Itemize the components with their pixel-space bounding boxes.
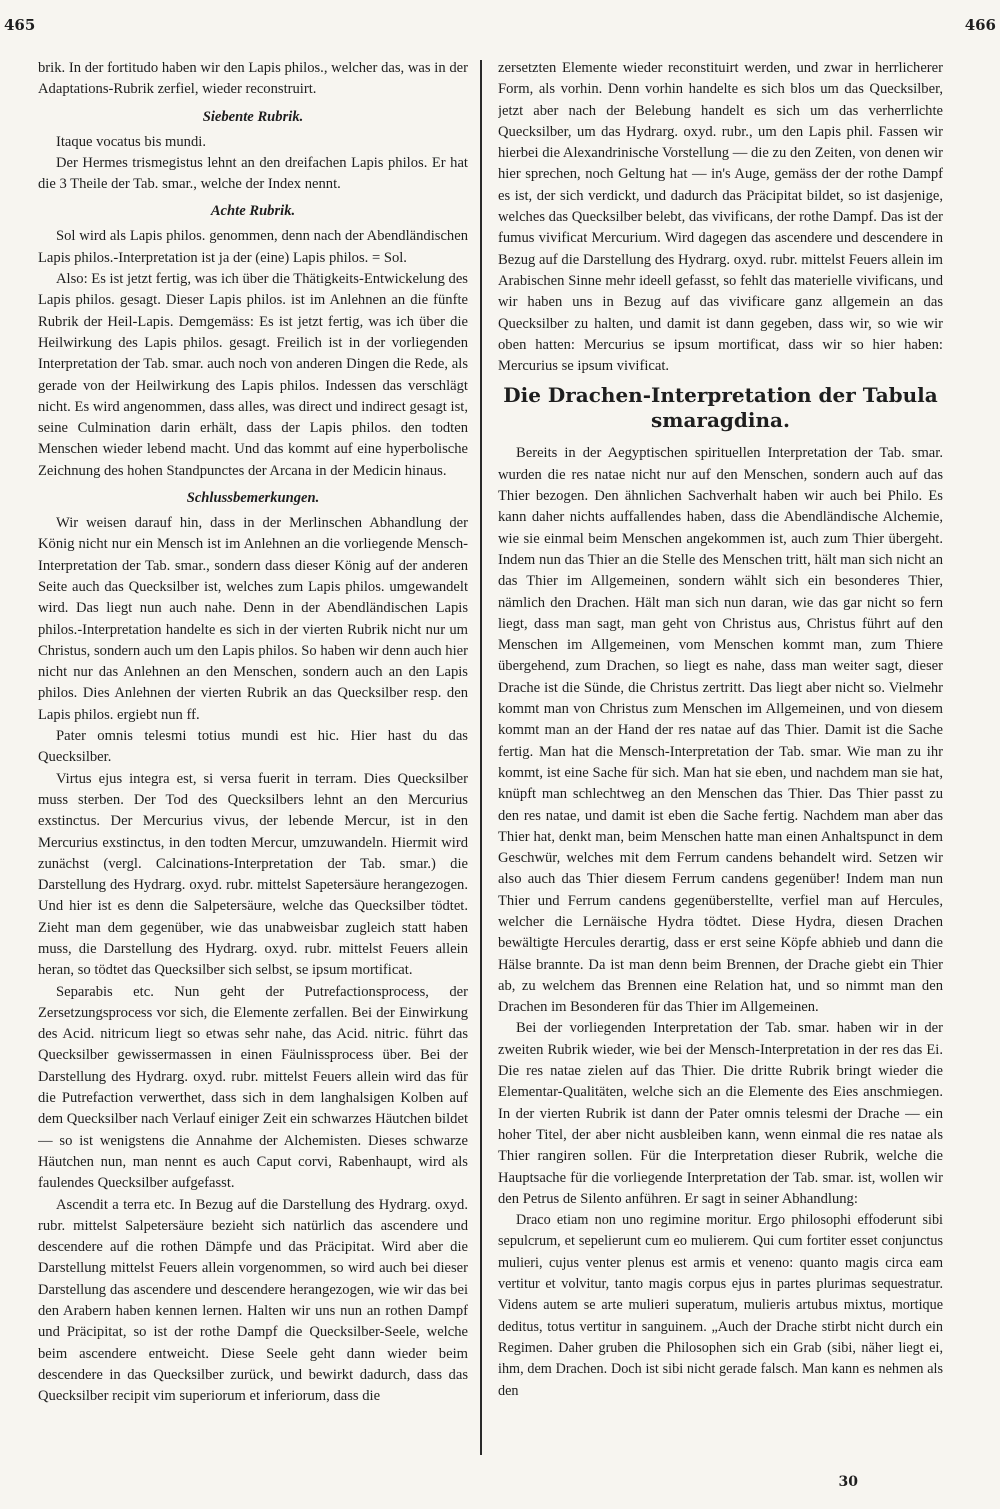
paragraph: Pater omnis telesmi totius mundi est hic. Hier hast du das Quecksilber. <box>38 728 468 766</box>
heading-achte-rubrik: Achte Rubrik. <box>210 203 296 220</box>
section-title: Die Drachen-Interpretation der Tabula smaragdina. <box>503 383 938 433</box>
paragraph: Also: Es ist jetzt fertig, was ich über die Thätigkeits-Entwickelung des Lapis philos. gesagt. Dieser Lapis philos. ist im Anlehnen an die fünfte Rubrik der Heil-Lapis. Demgemäss: Es ist jetzt fertig, was ich über die Heilwirkung des Lapis philos. gesagt. Freilich ist in der vorliegenden Interpretation der Tab. smar. auch noch von anderen Dingen die Rede, als gerade von der Heilwirkung des Lapis philos. Indessen das verschlägt nicht. Es wird angenommen, dass alles, was direct und indirect gesagt ist, seine Culmination darin erhält, dass der Lapis philos. den todten Menschen wieder lebend macht. Und das kommt auf eine hyperbolische Zeichnung des hohen Standpunctes der Arcana in der Medicin hinaus. <box>38 271 468 479</box>
paragraph: Ascendit a terra etc. In Bezug auf die Darstellung des Hydrarg. oxyd. rubr. mittelst Salpetersäure bezieht sich natürlich das ascendere und descendere auf die rothen Dämpfe und das Präcipitat. Wird aber die Darstellung mittelst Feuers allein vorgenommen, so wird auch bei dieser Darstellung das ascendere und descendere herangezogen, wie wir das bei den Arabern haben kennen lernen. Halten wir uns nun an rothen Dampf und Präcipitat, so ist der rothe Dampf die Quecksilber-Seele, welche beim ascendere entweicht. Diese Seele geht dann wieder beim descendere in das Quecksilber zurück, und bewirkt dadurch, dass das Quecksilber recipit vim superiorum et inferiorum, dass die <box>38 1196 468 1405</box>
paragraph: Virtus ejus integra est, si versa fuerit in terram. Dies Quecksilber muss sterben. Der Tod des Quecksilbers lehnt an den Mercurius exstinctus. Der Mercurius vivus, der lebende Mercur, ist in den Mercurius exstinctus, in den todten Mercur, umzuwandeln. Hiermit wird zunächst (vergl. Calcinations-Interpretation der Tab. smar.) die Darstellung des Hydrarg. oxyd. rubr. mittelst Sapetersäure herangezogen. Und hier ist es denn die Salpetersäure, welche das Quecksilber tödtet. Zieht man dem gegenüber, wie das unabweisbar zugleich statt haben muss, die Darstellung des Hydrarg. oxyd. rubr. mittelst Feuers allein heran, so tödtet das Quecksilber sich selbst, se ipsum mortificat. <box>38 770 468 979</box>
paragraph: Der Hermes trismegistus lehnt an den dreifachen Lapis philos. Er hat die 3 Theile der Tab. smar., welche der Index nennt. <box>38 154 468 193</box>
heading-siebente-rubrik: Siebente Rubrik. <box>202 108 304 125</box>
column-divider <box>480 60 482 1455</box>
paragraph: Itaque vocatus bis mundi. <box>56 133 206 150</box>
paragraph: Sol wird als Lapis philos. genommen, denn nach der Abendländischen Lapis philos.-Interpretation ist ja der (eine) Lapis philos. = Sol. <box>38 228 468 266</box>
heading-schlussbemerkungen: Schlussbemerkungen. <box>186 490 320 507</box>
paragraph: Wir weisen darauf hin, dass in der Merlinschen Abhandlung der König nicht nur ein Mensch ist im Anlehnen an die vorliegende Mensch-Interpretation der Tab. smar., sondern dass dieser König auf der anderen Seite auch das Quecksilber ist, welches zum Lapis philos. umgewandelt wird. Das liegt nun auch nahe. Denn in der Abendländischen Lapis philos.-Interpretation handelte es sich in der vierten Rubrik nicht nur um Christus, sondern auch um den Lapis philos. So haben wir denn auch hier nicht nur das Anlehnen an den Menschen, sondern auch an den Lapis philos. Dies Anlehnen der vierten Rubrik an das Quecksilber resp. den Lapis philos. ergiebt nun ff. <box>38 515 468 723</box>
paragraph-intro: brik. In der fortitudo haben wir den Lapis philos., welcher das, was in der Adaptations-Rubrik zerfiel, wieder reconstruirt. <box>38 60 468 98</box>
paragraph-continued: zersetzten Elemente wieder reconstituirt werden, und zwar in herrlicherer Form, als vorhin. Denn vorhin handelte es sich blos um das Quecksilber, jetzt aber nach der Belebung handelt es sich um das verherrlichte Quecksilber, um das Hydrarg. oxyd. rubr., um den Lapis phil. Fassen wir hierbei die Alexandrinische Vorstellung — die zu den Zeiten, von denen wir hier sprechen, noch Geltung hat — in's Auge, gemäss der der rothe Dampf es ist, der sich verdickt, und dadurch das Präcipitat bildet, so ist dasjenige, welches das Quecksilber belebt, das vivificans, der rothe Dampf. Das ist der fumus vivificat Mercurium. Wird dagegen das ascendere und descendere in Bezug auf die Darstellung des Hydrarg. oxyd. rubr. mittelst Feuers allein im Arabischen Sinne mehr ideell gefasst, so fehlt das materielle vivificans, und wir haben uns in Bezug auf das vivificare ganz allgemein an das Quecksilber zu halten, und damit ist dann gegeben, dass wir, so wie wir oben hatten: Mercurius se ipsum mortificat, dass wir so hier haben: Mercurius se ipsum vivificat. <box>498 60 943 375</box>
page-number-right: 466 <box>964 16 996 34</box>
paragraph: Separabis etc. Nun geht der Putrefactionsprocess, der Zersetzungsprocess vor sich, die Elemente zerfallen. Bei der Einwirkung des Acid. nitricum liegt so etwas sehr nahe, das Acid. nitric. führt das Quecksilber gewissermassen in einen Fäulnissprocess über. Bei der Darstellung des Hydrarg. oxyd. rubr. mittelst Feuers allein wird das für die Putrefaction verwerthet, dass sich in dem langhalsigen Kolben auf dem Quecksilber nach Verlauf einiger Zeit ein schwarzes Häutchen bildet — so ist wenigstens die Annahme der Alchemisten. Dieses schwarze Häutchen nun, man nennt es auch Caput corvi, Rabenhaupt, wird als faulendes Quecksilber aufgefasst. <box>38 983 468 1192</box>
left-column <box>38 58 468 1468</box>
paragraph: Bei der vorliegenden Interpretation der Tab. smar. haben wir in der zweiten Rubrik wieder, wie bei der Mensch-Interpretation in der res das Ei. Die res natae zielen auf das Thier. Die dritte Rubrik bringt wieder die Elementar-Qualitäten, welche sich an die Elemente des Eies anschmiegen. In der vierten Rubrik ist dann der Pater omnis telesmi der Drache — ein hoher Titel, der aber nicht ausbleiben kann, wenn einmal die res natae als Thier rangiren sollen. Für die Interpretation dieser Rubrik, welche die Hauptsache für die vorliegende Interpretation der Tab. smar. ist, wollen wir den Petrus de Silento anführen. Er sagt in seiner Abhandlung: <box>498 1020 943 1207</box>
page-number-left: 465 <box>4 16 36 34</box>
paragraph-latin-quote: Draco etiam non uno regimine moritur. Ergo philosophi effoderunt sibi sepulcrum, et sepelierunt cum eo mulierem. Qui cum fortiter esset conjunctus mulieri, cujus venter plenus est armis et veneno: quanto magis circa eam vertitur et volvitur, tanto magis corpus ejus in partes plurimas sequestratur. Videns autem se arte mulieri superatum, mulieris artubus mixtus, mortique deditus, totus vertitur in sanguinem. „Auch der Drache stirbt nicht durch ein Regimen. Daher gruben die Philosophen sich ein Grab (sibi, näher liegt ei, ihm, dem Drachen. Doch ist sibi nicht gerade falsch. Man kann es nehmen als den <box>498 1212 943 1399</box>
right-column <box>498 58 943 1468</box>
signature-mark: 30 <box>838 1474 858 1490</box>
paragraph: Bereits in der Aegyptischen spirituellen Interpretation der Tab. smar. wurden die res natae nicht nur auf den Menschen, sondern auch auf das Thier bezogen. Den ähnlichen Sachverhalt haben wir auch bei Philo. Es kann daher nichts auffallendes haben, dass die Abendländische Alchemie, wie sie einmal beim Menschen angekommen ist, auch zum Thier übergeht. Indem nun das Thier an die Stelle des Menschen tritt, hält man sich nicht an das Thier im Allgemeinen, sondern wählt sich ein besonderes Thier, nämlich den Drachen. Hält man sich nun daran, wie das gar nicht so fern liegt, dass man sagt, man geht von Christus aus, Christus führt auf den Menschen im Allgemeinen, vom Menschen kommt man, zum Thiere übergehend, zum Drachen, so liegt es nahe, dass man weiter sagt, dieser Drache ist die Sünde, die Christus zertritt. Das liegt aber nicht so. Vielmehr kommt man von Christus zum Menschen im Allgemeinen, und von diesem kommt man an der Hand der res natae auf das Thier. Damit ist die Sache fertig. Man hat die Mensch-Interpretation der Tab. smar. Wie man zu ihr kommt, ist eine Sache für sich. Man hat sie eben, und nachdem man sie hat, knüpft man schlechtweg an den Menschen das Thier. Das Thier passt zu den res natae, und damit ist eben die Sache fertig. Nachdem man aber das Thier hat, denkt man, beim Menschen hatte man einen Anhaltspunct in dem Geschwür, welches mit dem Ferrum candens behandelt wird. Setzen wir also auch das Thier diesem Ferrum candens gegenüber! Indem man nun Thier und Ferrum candens gegenüberstellte, verfiel man auf Hercules, welcher die Lernäische Hydra tödtet. Diese Hydra, diesen Drachen bewältigte Hercules derartig, dass er erst seine Köpfe abhieb und dann die Hälse brannte. Da ist man denn beim Brennen, der Drache giebt ein Thier ab, zu welchem das Brennen eine Relation hat, und so nimmt man den Drachen im Besonderen für das Thier im Allgemeinen. <box>498 445 943 1016</box>
